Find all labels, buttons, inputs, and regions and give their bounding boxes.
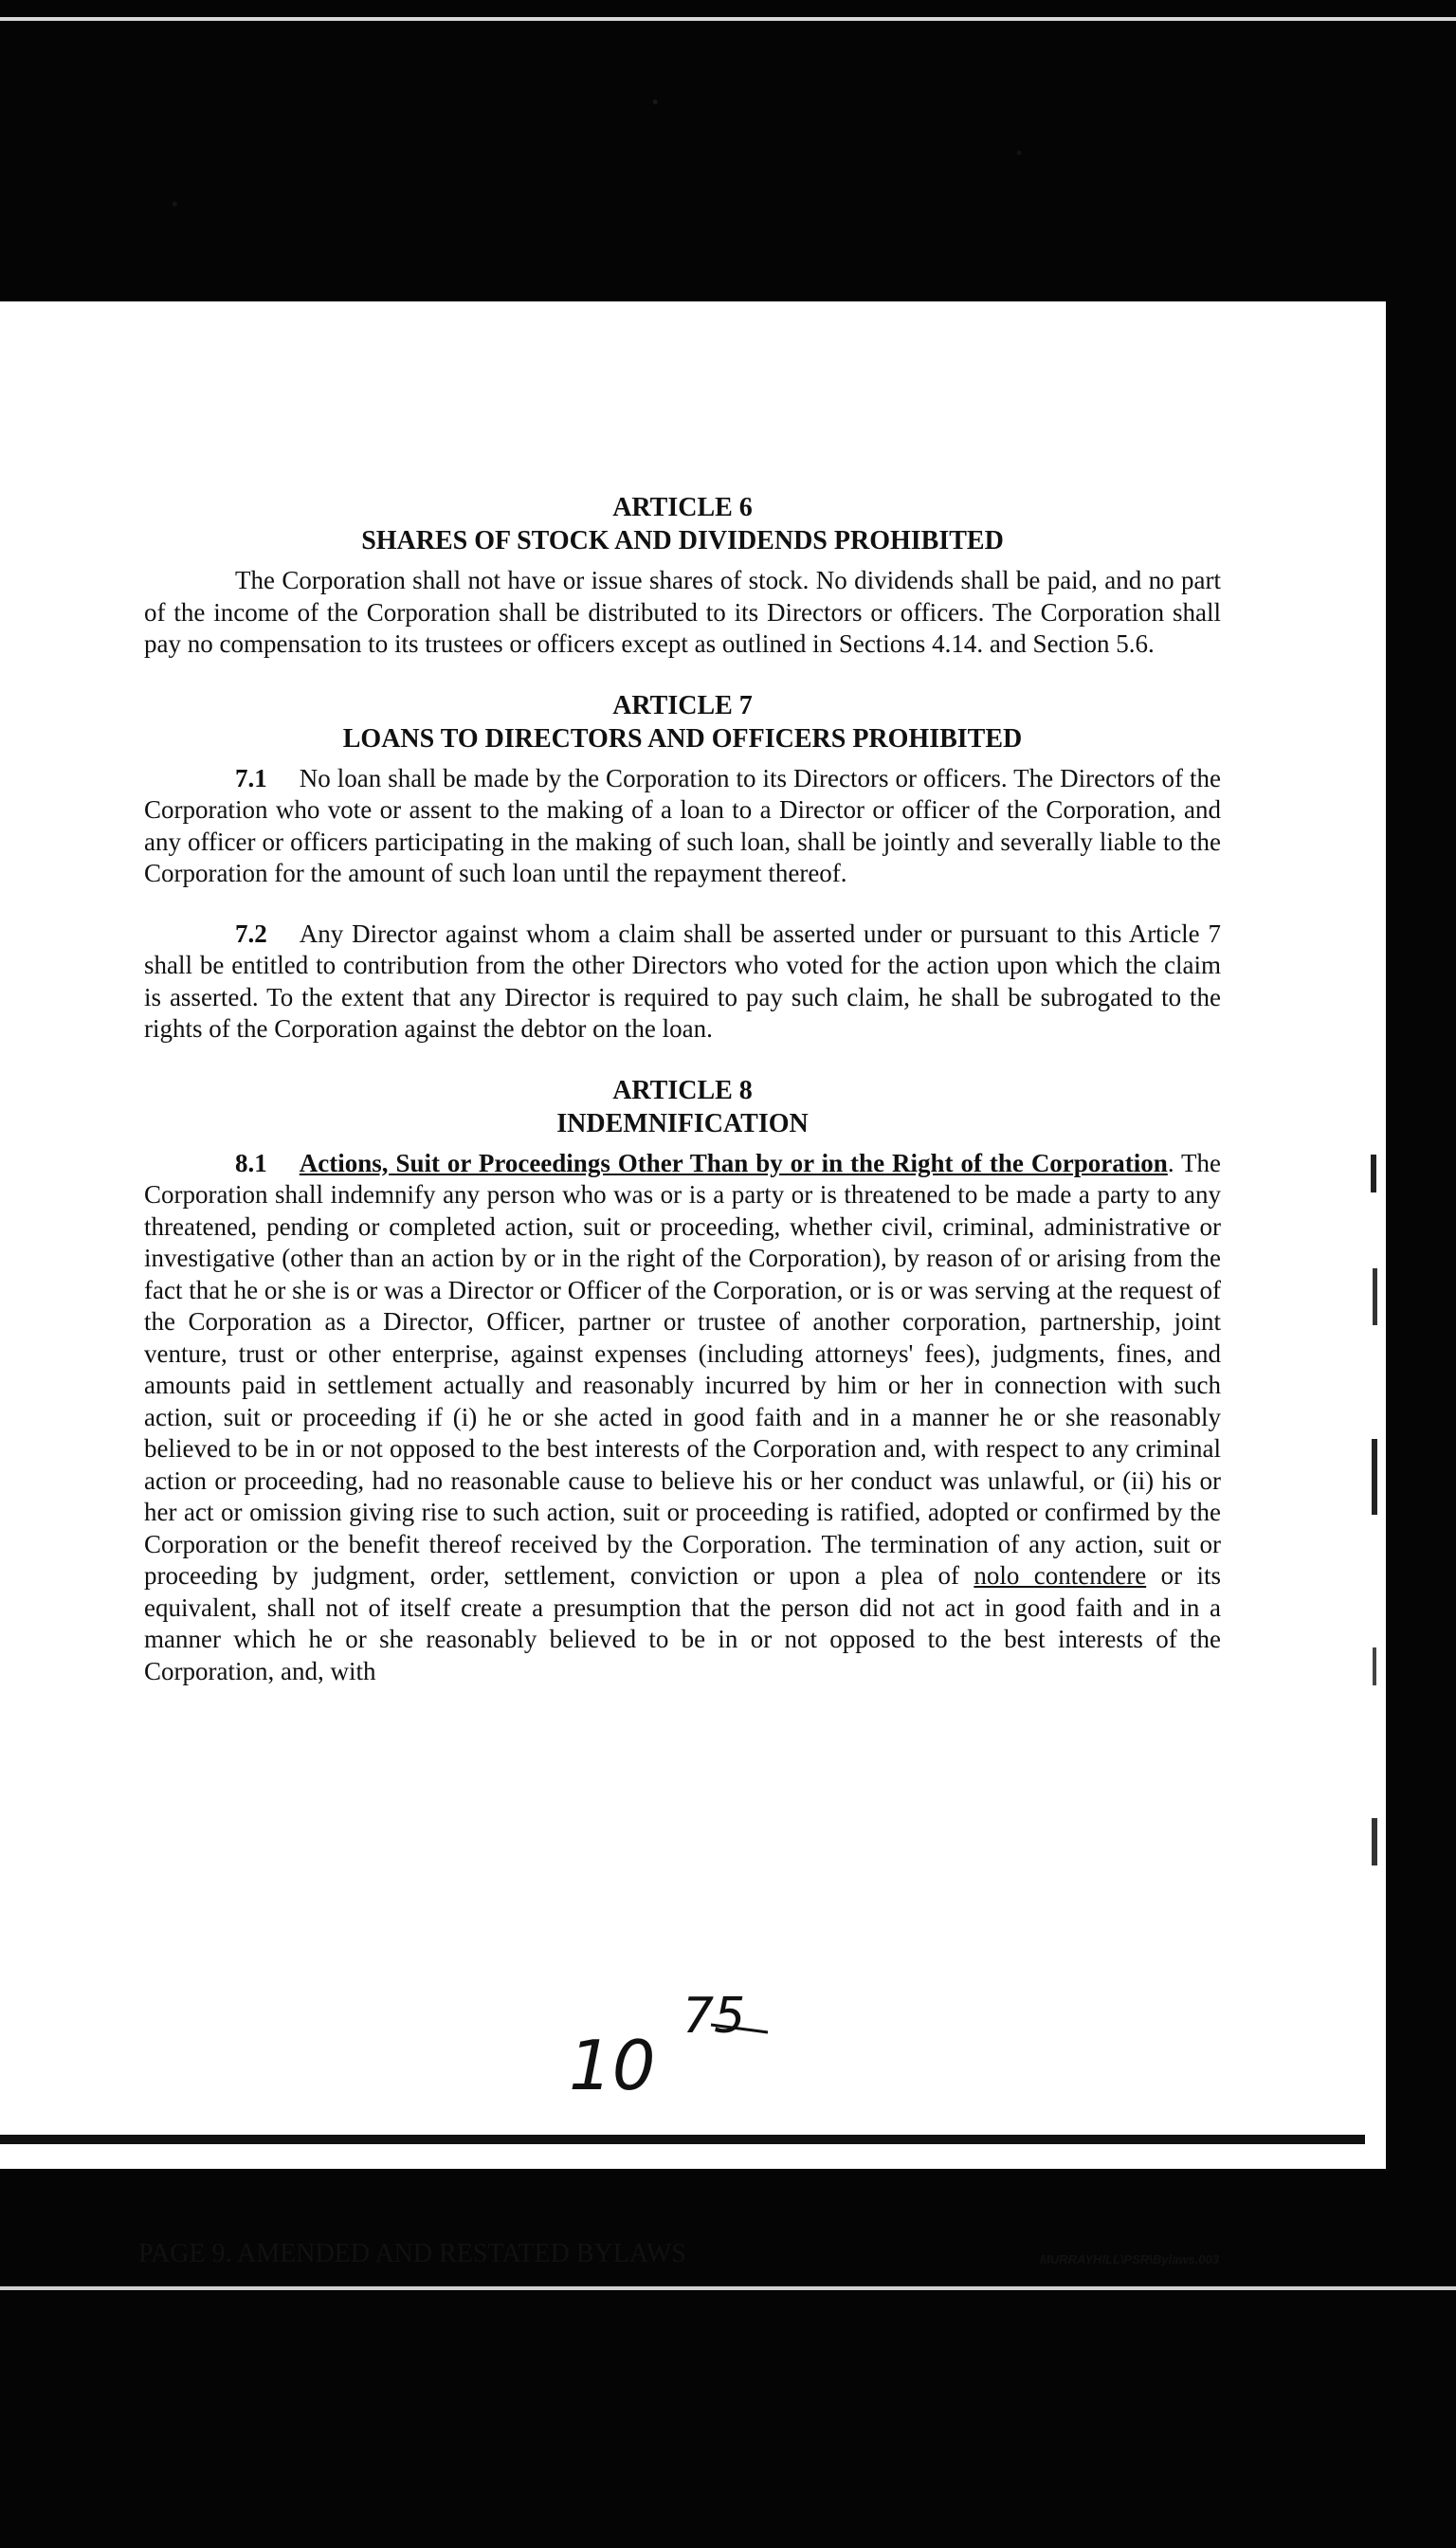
nolo-contendere-term: nolo contendere bbox=[974, 1561, 1147, 1590]
footer-page-label: PAGE 9. AMENDED AND RESTATED BYLAWS bbox=[138, 2239, 686, 2268]
scan-bottom-rule bbox=[0, 2286, 1456, 2290]
section-7-2 bbox=[144, 919, 1221, 1046]
section-8-1-title: Actions, Suit or Proceedings Other Than by or in the Right of the Corporation bbox=[299, 1148, 1168, 1177]
section-7-2-number: 7.2 bbox=[235, 919, 267, 948]
handwritten-page-number bbox=[569, 1983, 796, 2106]
article-6-title: SHARES OF STOCK AND DIVIDENDS PROHIBITED bbox=[361, 526, 1004, 555]
section-7-1 bbox=[144, 763, 1221, 890]
scan-top-rule bbox=[0, 17, 1456, 21]
section-8-1-text-a: . The Corporation shall indemnify any person who was or is a party or is threatened to be made a party to any threatened, pending or completed action, suit or proceeding, whether civil, criminal, administrative or investigative (other than an action by or in the right of the Corporation), by reason of or arising from the fact that he or she is or was a Director or Officer of the Corporation, or is or was serving at the request of the Corporation as a Director, Officer, partner or trustee of another corporation, partnership, joint venture, trust or other enterprise, against expenses (including attorneys' fees), judgments, fines, and amounts paid in settlement actually and reasonably incurred by him or her in connection with such action, suit or proceeding if (i) he or she acted in good faith and in a manner he or she reasonably believed to be in or not opposed to the best interests of the Corporation and, with respect to any criminal action or proceeding, had no reasonable cause to believe his or her conduct was unlawful, or (ii) his or her act or omission giving rise to such action, suit or proceeding is ratified, adopted or confirmed by the Corporation or the benefit thereof received by the Corporation. The termination of any action, suit or proceeding by judgment, order, settlement, conviction or upon a plea of bbox=[144, 1148, 1221, 1590]
margin-marks bbox=[1367, 1155, 1386, 2008]
footer-file-path: MURRAYHILL\PSR\Bylaws.003 bbox=[1039, 2252, 1219, 2266]
section-8-1-number: 8.1 bbox=[235, 1148, 267, 1177]
document-page bbox=[0, 301, 1386, 2268]
page-bottom-edge bbox=[0, 2135, 1365, 2144]
article-7-title: LOANS TO DIRECTORS AND OFFICERS PROHIBITED bbox=[342, 723, 1023, 754]
article-7-heading: ARTICLE 7 bbox=[612, 690, 753, 720]
article-6-body: The Corporation shall not have or issue shares of stock. No dividends shall be paid, and no part of the income of the Corporation shall be distributed to its Directors or officers. The Corporation shall pay no compensation to its trustees or officers except as outlined in Sections 4.14. and Section 5.6. bbox=[144, 566, 1221, 658]
handwritten-number-superscript: 75 bbox=[682, 1988, 746, 2045]
section-8-1-text-b: or its equivalent, shall not of itself create a presumption that the person did not act in good faith and in a manner which he or she reasonably believed to be in or not opposed to the best interests of the Corporation, and, with bbox=[144, 1561, 1221, 1685]
section-7-1-number: 7.1 bbox=[235, 763, 267, 792]
section-7-1-text: No loan shall be made by the Corporation to its Directors or officers. The Directors of the Corporation who vote or assent to the making of a loan to a Director or officer of the Corporation, and any officer or officers participating in the making of such loan, shall be jointly and severally liable to the Corporation for the amount of such loan until the repayment thereof. bbox=[144, 763, 1221, 887]
article-6-heading: ARTICLE 6 bbox=[612, 493, 753, 522]
article-8-title: INDEMNIFICATION bbox=[556, 1108, 809, 1138]
section-8-1 bbox=[144, 1148, 1221, 1688]
handwritten-number-main: 10 bbox=[569, 2026, 656, 2105]
document-body bbox=[144, 491, 1221, 1716]
article-8-heading: ARTICLE 8 bbox=[612, 1075, 753, 1105]
section-7-2-text: Any Director against whom a claim shall be asserted under or pursuant to this Article 7 shall be entitled to contribution from the other Directors who voted for the action upon which the claim is asserted. To the extent that any Director is required to pay such claim, he shall be subrogated to the rights of the Corporation against the debtor on the loan. bbox=[144, 919, 1221, 1043]
page-footer bbox=[138, 2239, 1219, 2277]
